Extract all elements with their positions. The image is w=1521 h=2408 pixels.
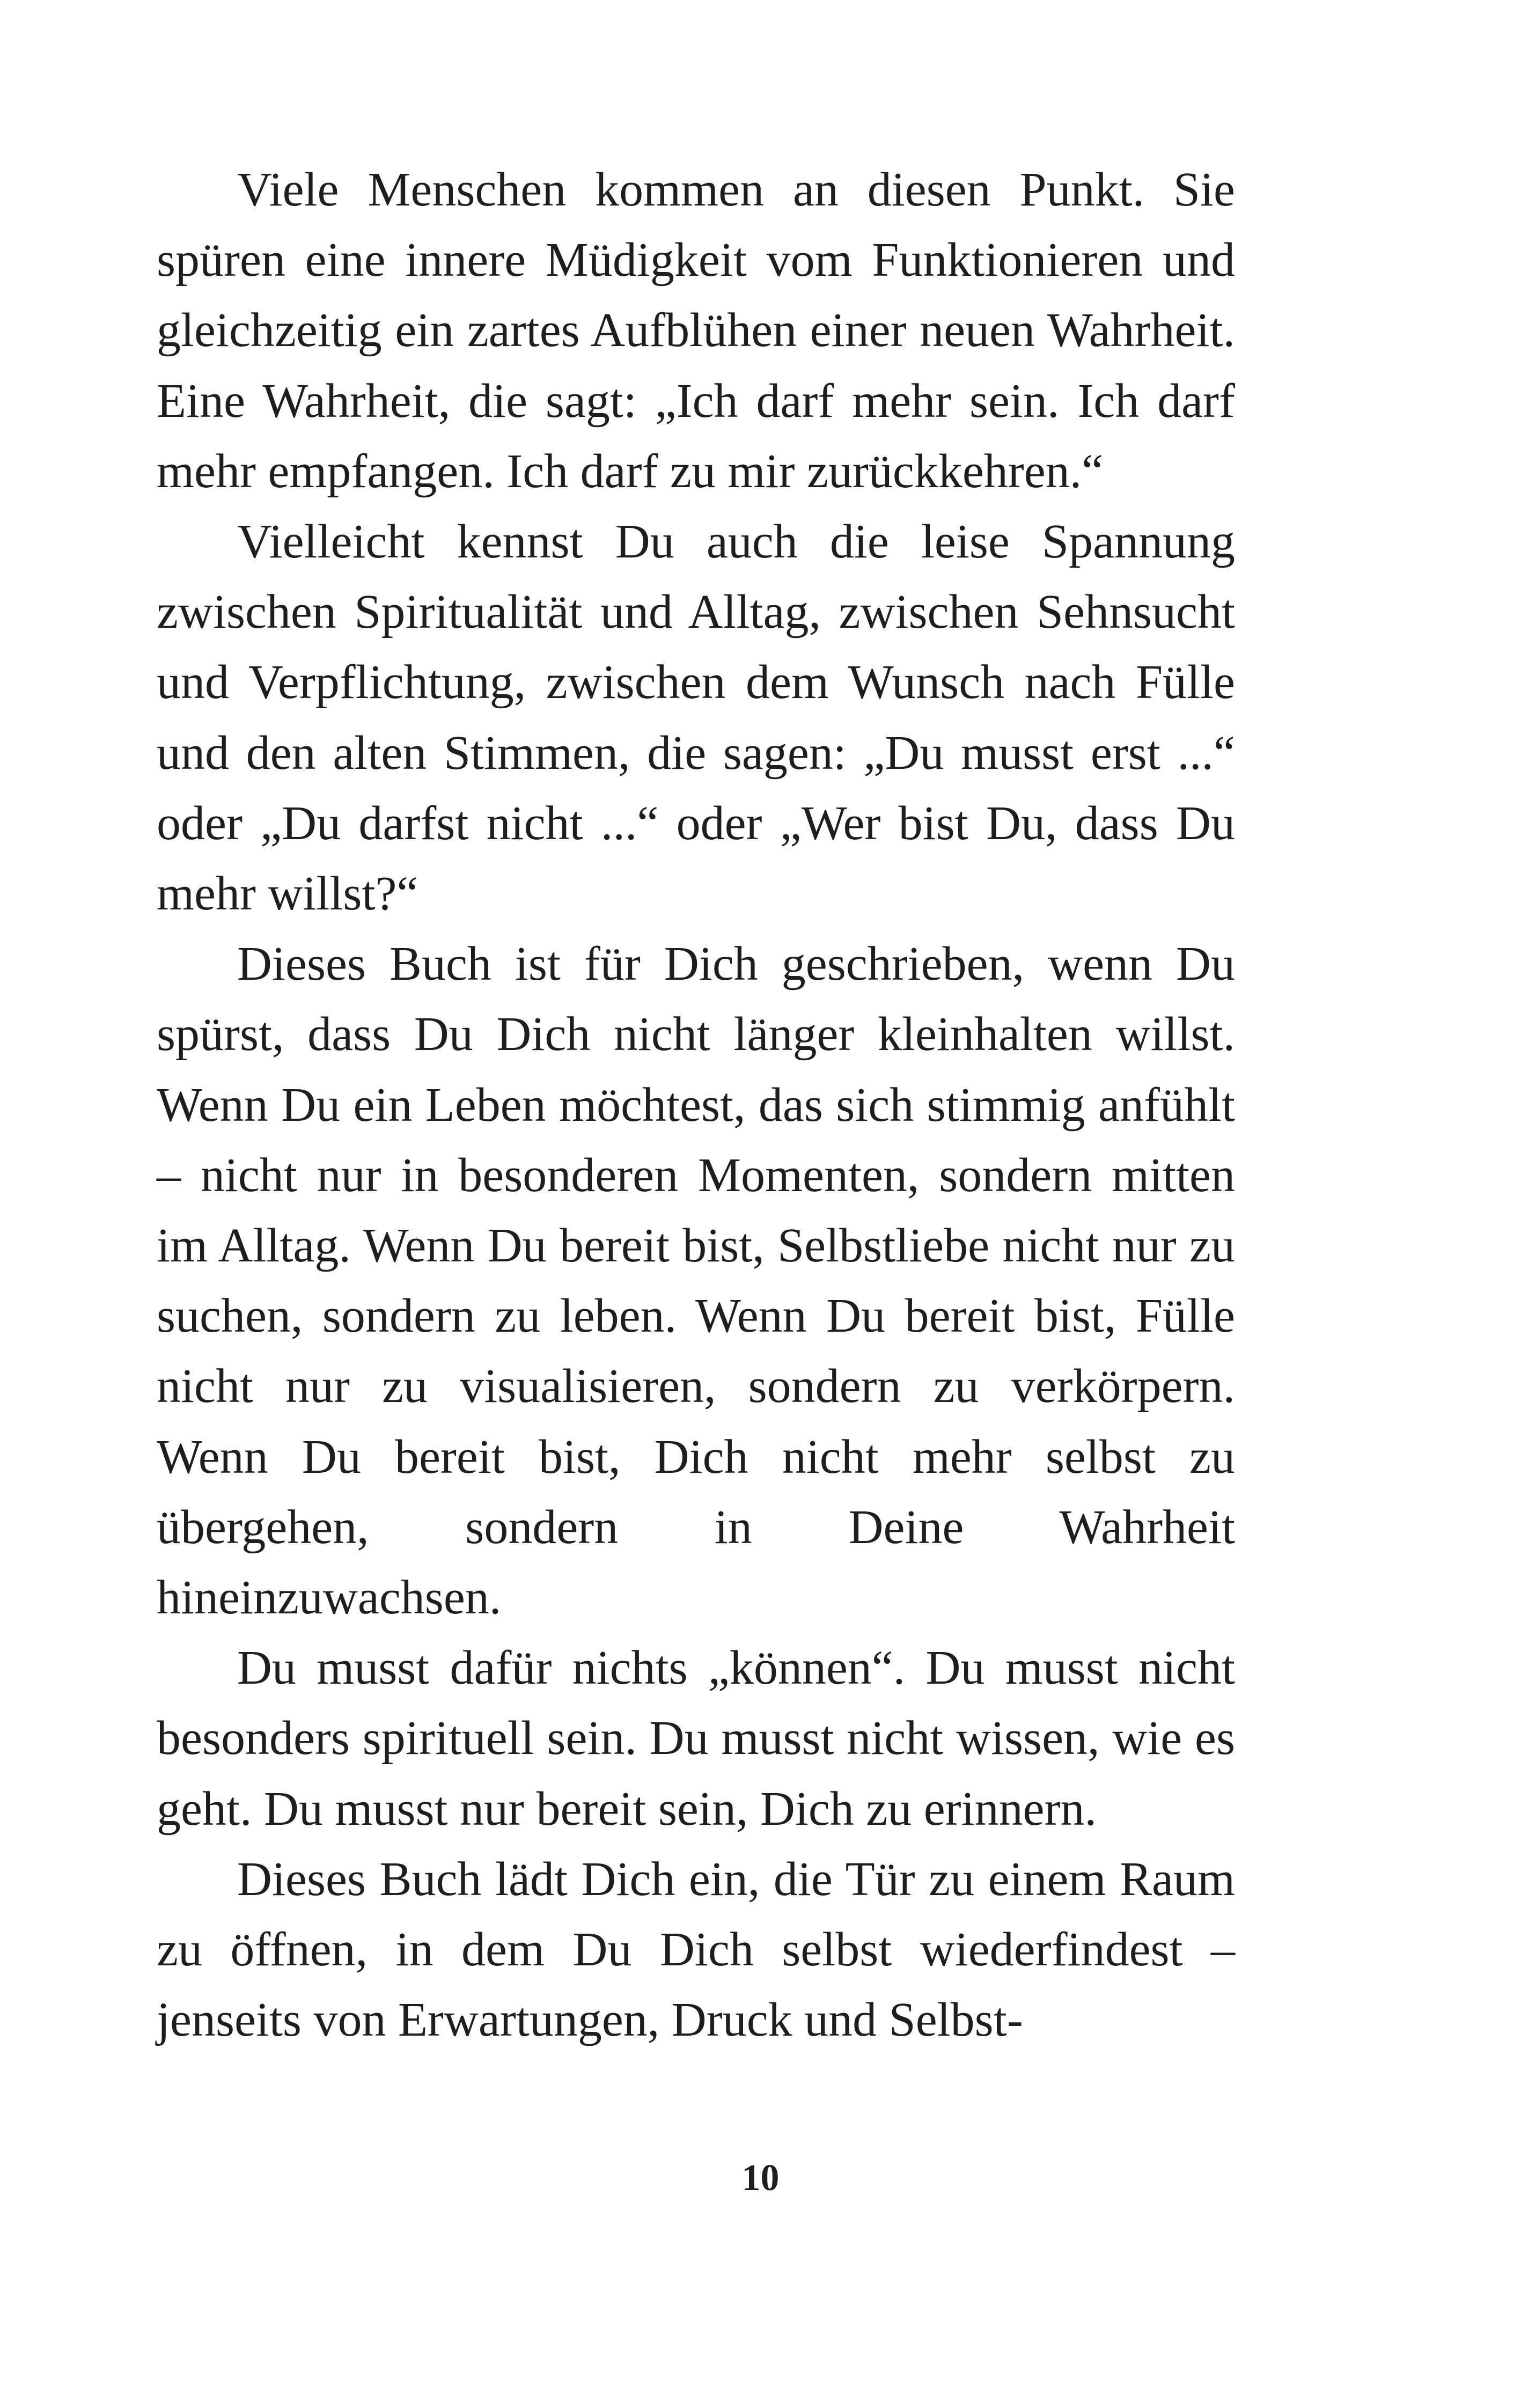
paragraph-4: Du musst dafür nichts „können“. Du musst nicht besonders spirituell sein. Du musst nicht wissen, wie es geht. Du musst nur bereit sein, Dich zu erinnern. <box>157 1641 1235 1836</box>
paragraph-5: Dieses Buch lädt Dich ein, die Tür zu einem Raum zu öffnen, in dem Du Dich selbst wiederfindest – jenseits von Erwartungen, Druck und Selbst- <box>157 1852 1235 2047</box>
paragraph-3: Dieses Buch ist für Dich geschrieben, wenn Du spürst, dass Du Dich nicht länger kleinhalten willst. Wenn Du ein Leben möchtest, das sich stimmig anfühlt – nicht nur in besonderen Momenten, sondern mitten im Alltag. Wenn Du bereit bist, Selbstliebe nicht nur zu suchen, sondern zu leben. Wenn Du bereit bist, Fülle nicht nur zu visualisieren, sondern zu verkörpern. Wenn Du bereit bist, Dich nicht mehr selbst zu übergehen, sondern in Deine Wahrheit hineinzuwachsen. <box>157 937 1235 1625</box>
paragraph-1: Viele Menschen kommen an diesen Punkt. Sie spüren eine innere Müdigkeit vom Funktionieren und gleichzeitig ein zartes Aufblühen einer neuen Wahrheit. Eine Wahrheit, die sagt: „Ich darf mehr sein. Ich darf mehr empfangen. Ich darf zu mir zurückkehren.“ <box>157 163 1235 498</box>
page-number: 10 <box>741 2157 780 2199</box>
body-text <box>157 155 1235 2055</box>
paragraph-2: Vielleicht kennst Du auch die leise Spannung zwischen Spiritualität und Alltag, zwischen Sehnsucht und Verpflichtung, zwischen dem Wunsch nach Fülle und den alten Stimmen, die sagen: „Du musst erst ...“ oder „Du darfst nicht ...“ oder „Wer bist Du, dass Du mehr willst?“ <box>157 515 1235 921</box>
